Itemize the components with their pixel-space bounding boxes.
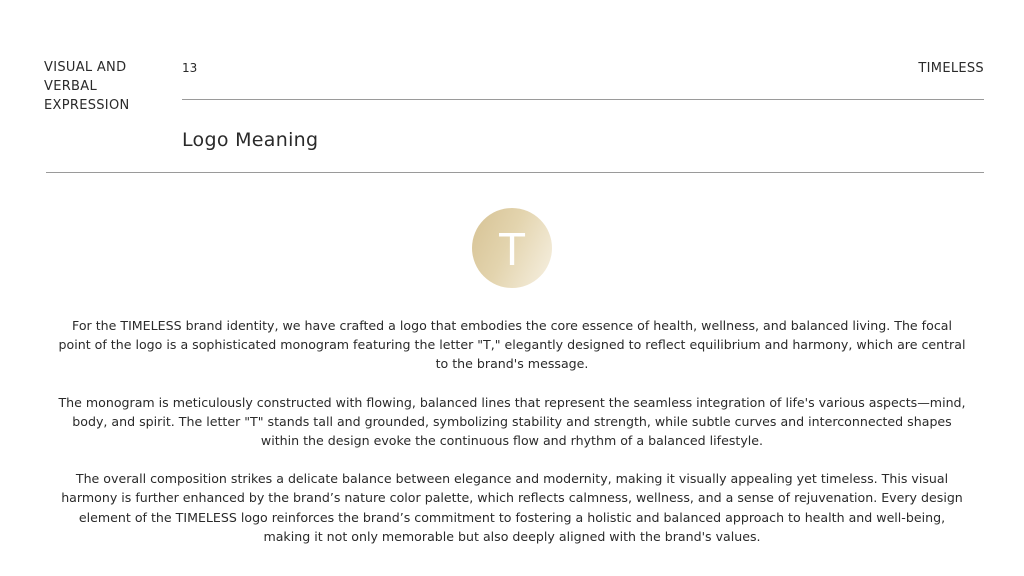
header-divider: [182, 99, 984, 100]
body-copy: [58, 316, 966, 565]
section-label: VISUAL AND VERBAL EXPRESSION: [44, 60, 130, 113]
section-divider: [46, 172, 984, 173]
brand-name: TIMELESS: [918, 61, 984, 76]
paragraph-construction: The monogram is meticulously constructed with flowing, balanced lines that represent the seamless integration of life's various aspects—mind, body, and spirit. The letter "T" stands tall and grounded, symbolizing stability and strength, while subtle curves and interconnected shapes within the design evoke the continuous flow and rhythm of a balanced lifestyle.: [58, 394, 966, 449]
monogram-t-logo-icon: [472, 208, 552, 288]
logo-letter: T: [497, 223, 527, 275]
page-number: 13: [182, 61, 198, 75]
page-title: Logo Meaning: [182, 129, 319, 151]
paragraph-intro: For the TIMELESS brand identity, we have crafted a logo that embodies the core essence of health, wellness, and balanced living. The focal point of the logo is a sophisticated monogram featuring the letter "T," elegantly designed to reflect equilibrium and harmony, which are central to the brand's message.: [58, 318, 966, 372]
paragraph-composition: The overall composition strikes a delicate balance between elegance and modernity, making it visually appealing yet timeless. This visual harmony is further enhanced by the brand’s nature color palette, which reflects calmness, wellness, and a sense of rejuvenation. Every design element of the TIMELESS logo reinforces the brand’s commitment to fostering a holistic and balanced approach to health and well-being, making it not only memorable but also deeply aligned with the brand's values.: [61, 471, 963, 544]
